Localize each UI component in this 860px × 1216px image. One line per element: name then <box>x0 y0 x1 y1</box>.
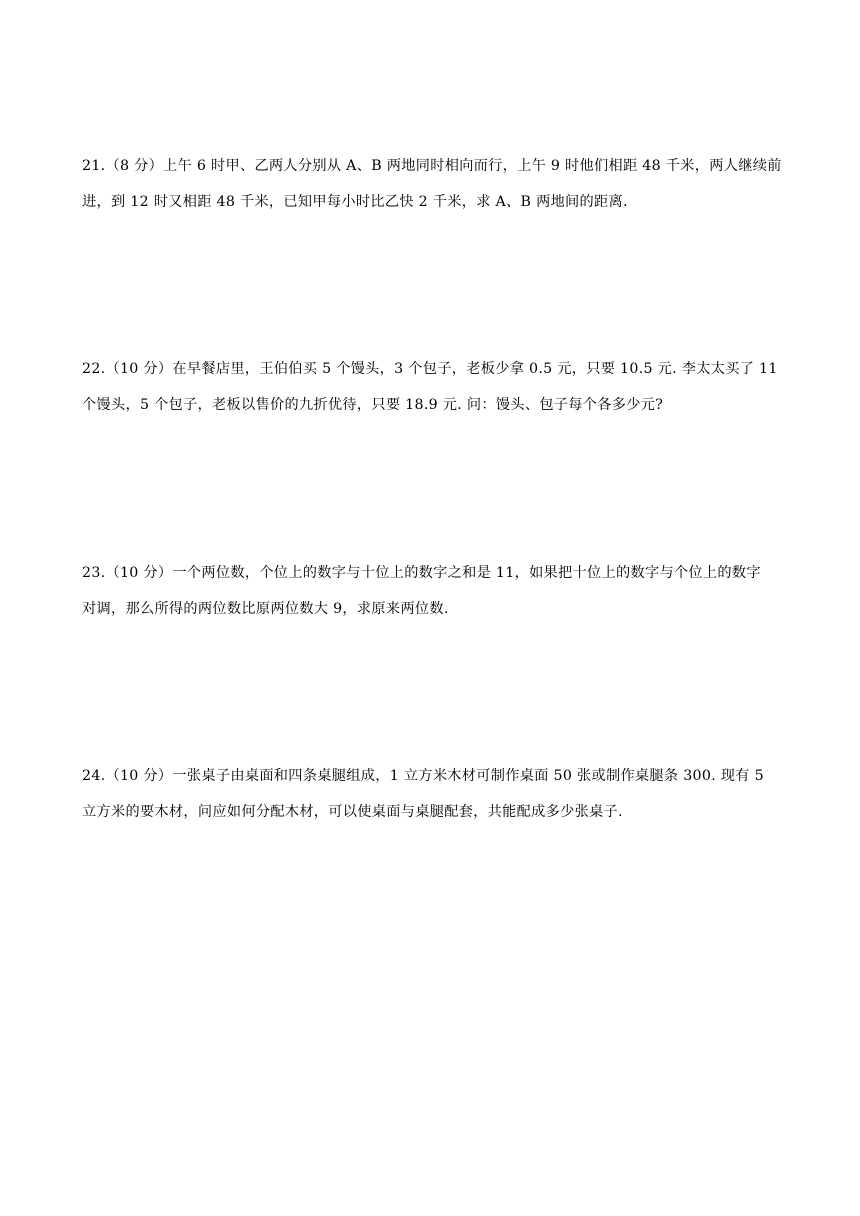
question-24-line-1: 24.（10 分）一张桌子由桌面和四条桌腿组成，1 立方米木材可制作桌面 50 张或制作桌腿条 300. 现有 5 <box>82 768 764 784</box>
question-22-line-1: 22.（10 分）在早餐店里，王伯伯买 5 个馒头，3 个包子，老板少拿 0.5 元，只要 10.5 元. 李太太买了 11 <box>82 361 778 377</box>
question-24 <box>82 758 782 830</box>
question-22 <box>82 351 782 423</box>
question-23 <box>82 555 782 627</box>
question-21-line-1: 21.（8 分）上午 6 时甲、乙两人分别从 A、B 两地同时相向而行，上午 9 时他们相距 48 千米，两人继续前 <box>82 158 782 174</box>
question-23-line-2: 对调，那么所得的两位数比原两位数大 9，求原来两位数. <box>82 601 449 617</box>
question-24-line-2: 立方米的要木材，问应如何分配木材，可以使桌面与桌腿配套，共能配成多少张桌子. <box>82 804 623 820</box>
question-22-line-2: 个馒头，5 个包子，老板以售价的九折优待，只要 18.9 元. 问：馒头、包子每个各多少元? <box>82 397 664 413</box>
question-21 <box>82 148 782 220</box>
question-21-line-2: 进，到 12 时又相距 48 千米，已知甲每小时比乙快 2 千米，求 A、B 两地间的距离. <box>82 194 628 210</box>
question-23-line-1: 23.（10 分）一个两位数，个位上的数字与十位上的数字之和是 11，如果把十位上的数字与个位上的数字 <box>82 565 761 581</box>
